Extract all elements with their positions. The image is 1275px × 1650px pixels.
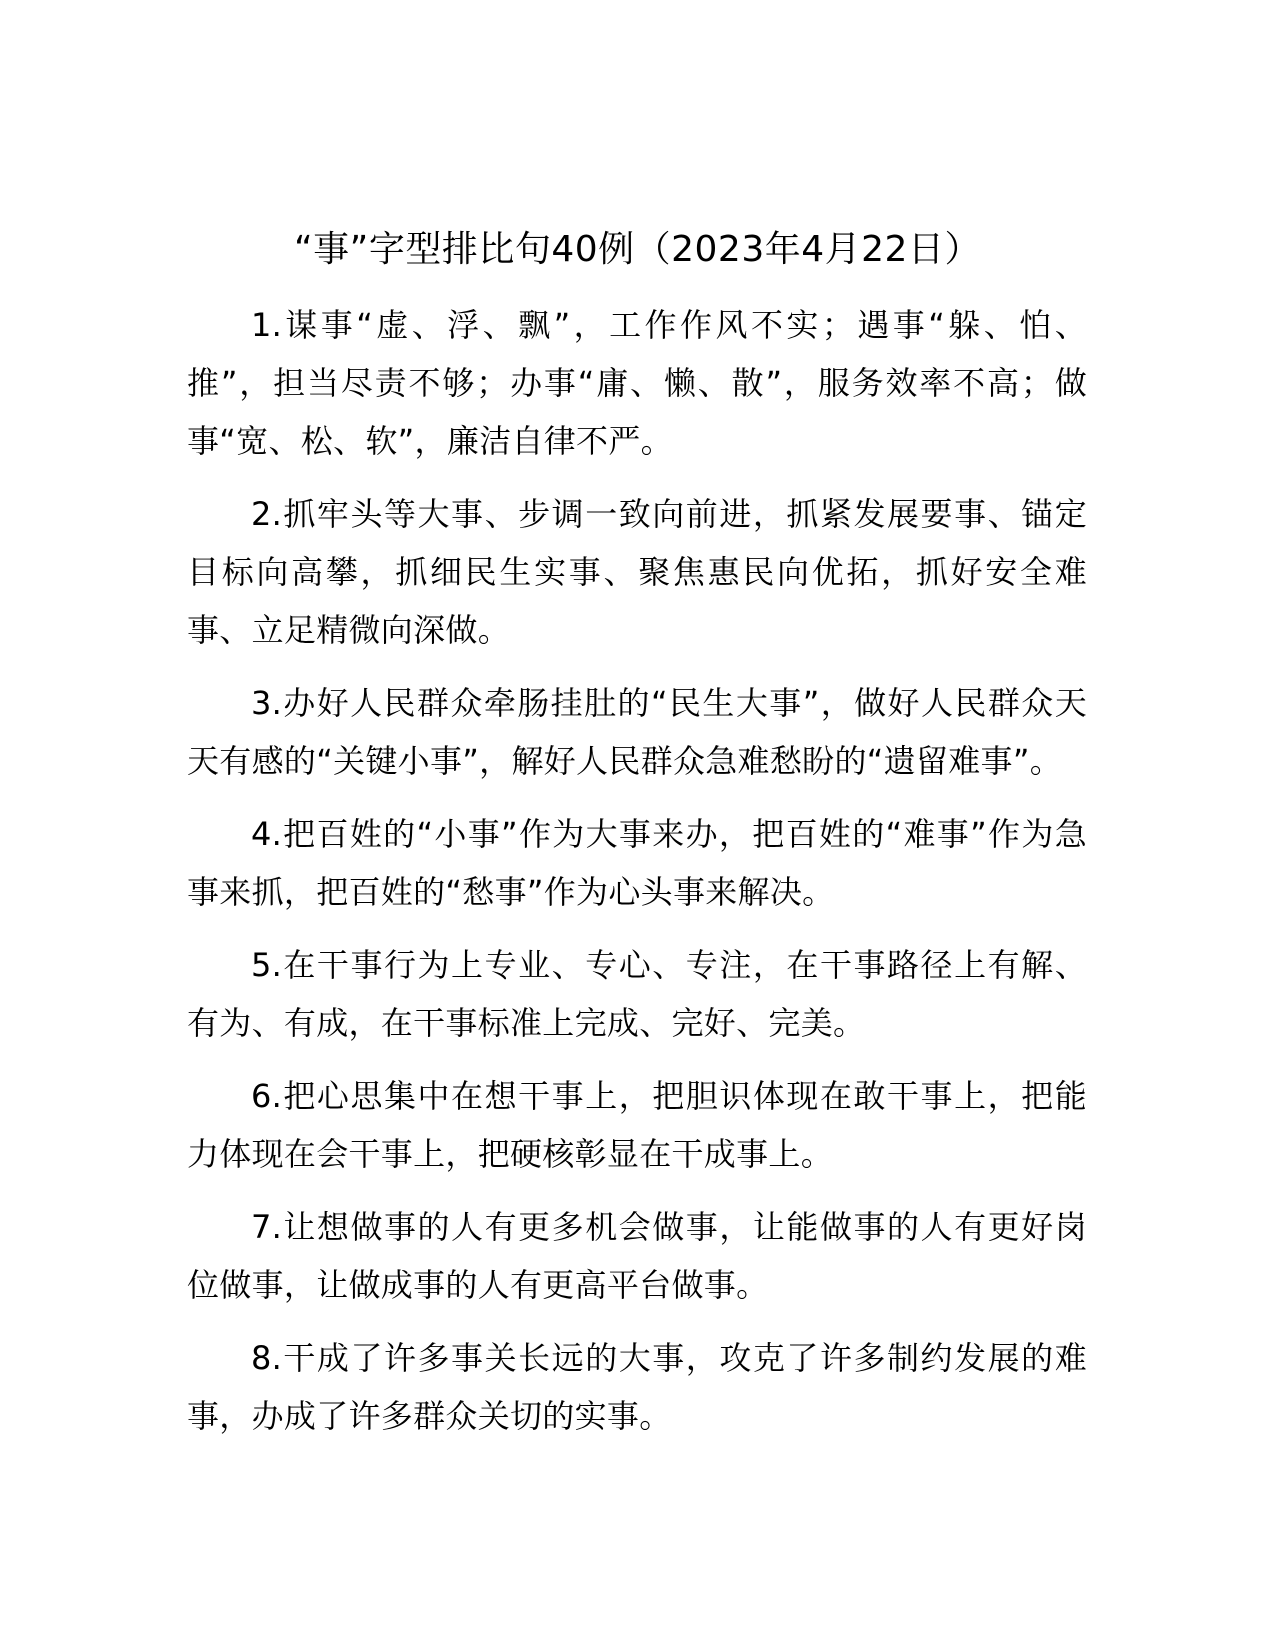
- paragraph-8: 8.干成了许多事关长远的大事，攻克了许多制约发展的难事，办成了许多群众关切的实事。: [187, 1339, 1087, 1435]
- paragraph-1: 1.谋事“虚、浮、飘”，工作作风不实；遇事“躲、怕、推”，担当尽责不够；办事“庸、懒、散”，服务效率不高；做事“宽、松、软”，廉洁自律不严。: [187, 306, 1087, 460]
- paragraph-7: 7.让想做事的人有更多机会做事，让能做事的人有更好岗位做事，让做成事的人有更高平台做事。: [187, 1208, 1087, 1304]
- paragraph-2: 2.抓牢头等大事、步调一致向前进，抓紧发展要事、锚定目标向高攀，抓细民生实事、聚焦惠民向优拓，抓好安全难事、立足精微向深做。: [187, 495, 1087, 649]
- document-title: “事”字型排比句40例（2023年4月22日）: [294, 229, 981, 270]
- paragraph-4: 4.把百姓的“小事”作为大事来办，把百姓的“难事”作为急事来抓，把百姓的“愁事”作为心头事来解决。: [187, 815, 1087, 911]
- paragraph-3: 3.办好人民群众牵肠挂肚的“民生大事”，做好人民群众天天有感的“关键小事”，解好人民群众急难愁盼的“遗留难事”。: [187, 684, 1087, 780]
- paragraph-6: 6.把心思集中在想干事上，把胆识体现在敢干事上，把能力体现在会干事上，把硬核彰显在干成事上。: [187, 1077, 1087, 1173]
- paragraph-5: 5.在干事行为上专业、专心、专注，在干事路径上有解、有为、有成，在干事标准上完成、完好、完美。: [187, 946, 1087, 1042]
- document-body: [187, 296, 1087, 1460]
